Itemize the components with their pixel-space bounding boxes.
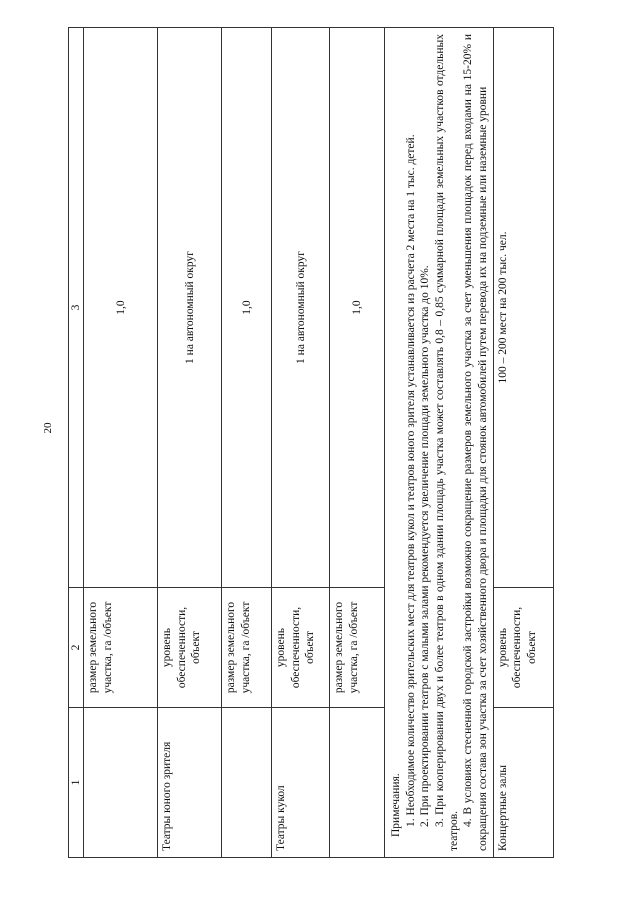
row-value: 1,0 xyxy=(222,28,272,588)
row-value: 1,0 xyxy=(330,28,385,588)
note-item: 3. При кооперировании двух и более театров в одном здании площадь участка может составлять 0,8 – 0,85 суммарной площади земельных участков отдельных театров. xyxy=(433,34,460,851)
row-indicator: размер земельного участка, га /объект xyxy=(330,588,385,708)
row-category: Театры кукол xyxy=(272,708,330,858)
row-indicator: размер земельного участка, га /объект xyxy=(84,588,158,708)
page-number: 20 xyxy=(42,422,54,434)
row-category xyxy=(222,708,272,858)
table-row xyxy=(330,28,385,858)
table-row xyxy=(158,28,222,858)
header-col-1: 1 xyxy=(69,708,84,858)
notes-heading: Примечания. xyxy=(390,773,403,837)
row-indicator: размер земельного участка, га /объект xyxy=(222,588,272,708)
notes-cell xyxy=(385,28,494,858)
table-row xyxy=(222,28,272,858)
row-value: 1 на автономный округ xyxy=(272,28,330,588)
note-item: 2. При проектировании театров с малыми залами рекомендуется увеличение площади земельного участка до 10%. xyxy=(419,265,432,827)
table-row xyxy=(84,28,158,858)
header-col-3: 3 xyxy=(69,28,84,588)
row-category: Концертные залы xyxy=(494,708,554,858)
table-row xyxy=(494,28,554,858)
rotated-table-frame xyxy=(68,28,640,851)
header-col-2: 2 xyxy=(69,588,84,708)
table-row xyxy=(272,28,330,858)
row-value: 1,0 xyxy=(84,28,158,588)
row-value: 100 – 200 мест на 200 тыс. чел. xyxy=(494,28,554,588)
row-indicator: уровень обеспеченности, объект xyxy=(272,588,330,708)
row-category xyxy=(330,708,385,858)
row-indicator: уровень обеспеченности, объект xyxy=(494,588,554,708)
row-category xyxy=(84,708,158,858)
note-item: 4. В условиях стесненной городской застройки возможно сокращение размеров земельного участка за счет уменьшения площадок перед входами на 15-20% и сокращения состава зон участка за счет хозяйственного двора и площадки для стоянок автомобилей путем перевода их на подземные или наземные уровни xyxy=(462,34,489,851)
note-item: 1. Необходимое количество зрительских мест для театров кукол и театров юного зрителя устанавливается из расчета 2 места на 1 тыс. детей. xyxy=(404,134,417,827)
rotated-table-content xyxy=(68,28,588,858)
row-indicator: уровень обеспеченности, объект xyxy=(158,588,222,708)
row-category: Театры юного зрителя xyxy=(158,708,222,858)
notes-row xyxy=(385,28,494,858)
row-value: 1 на автономный округ xyxy=(158,28,222,588)
table-header-row xyxy=(69,28,84,858)
standards-table xyxy=(68,27,554,858)
